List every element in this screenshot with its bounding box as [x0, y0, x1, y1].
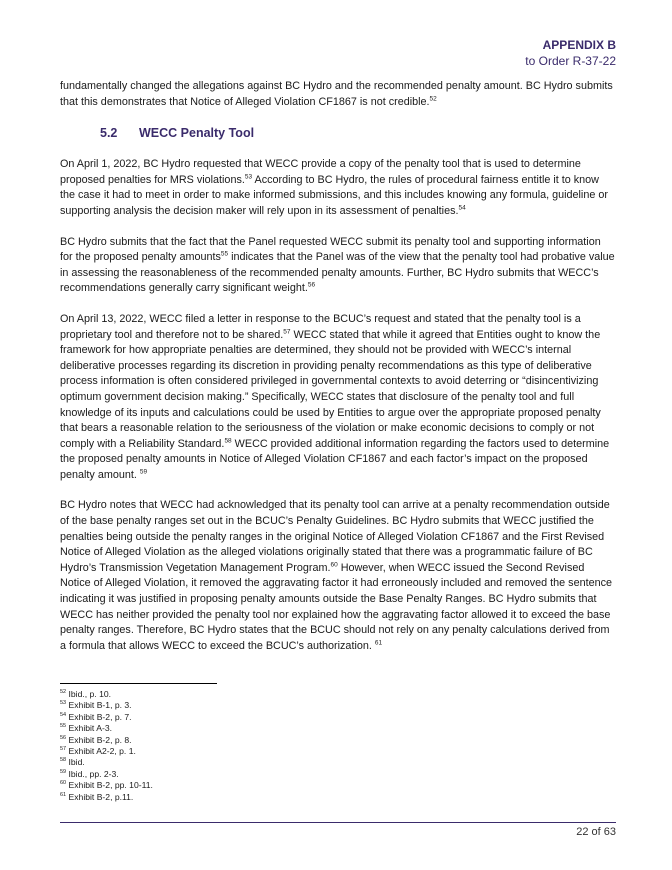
footnote: $^{58}$ Ibid.: [60, 757, 85, 768]
footer-separator: [60, 822, 616, 823]
footnote-ref: 59: [139, 468, 148, 476]
footnote: $^{54}$ Exhibit B-2, p. 7.: [60, 711, 132, 722]
section-number: 5.2: [100, 126, 118, 141]
footnote-ref: 54: [458, 204, 466, 212]
section-title: WECC Penalty Tool: [139, 126, 255, 141]
footnote: $^{56}$ Exhibit B-2, p. 8.: [60, 734, 132, 745]
appendix-label: APPENDIX B: [542, 38, 616, 52]
footnote-ref: 57: [283, 327, 291, 335]
footnote: $^{52}$ Ibid., p. 10.: [60, 689, 112, 699]
footnote-ref: 60: [330, 561, 338, 569]
order-reference: to Order R-37-22: [525, 54, 616, 68]
footnote-ref: 53: [244, 173, 253, 181]
footnote: $^{61}$ Exhibit B-2, p.11.: [60, 791, 134, 802]
footnote-list: [60, 689, 153, 803]
footnote: $^{60}$ Exhibit B-2, pp. 10-11.: [60, 780, 153, 791]
paragraph: On April 13, 2022, WECC filed a letter in response to the BCUC’s request and stated that the penalty tool is a proprietary tool and therefore not to be shared.$^{57}$ WECC stated that while it agreed that Entities ought to know the framework for how appropriate penalties are determined, they should not be provided with WECC’s internal deliberative processes regarding its discretion in providing penalty recommendations as this type of deliberative process information is often considered privileged in governmental contexts to avoid deterring or “disincentivizing optimum government decision making.” Specifically, WECC states that disclosure of the penalty tool and full knowledge of its inputs and calculations could be used by Entities to argue over the appropriate proposed penalty that bears a reasonable relation to the seriousness of the violation or make economic decisions to comply or not comply with a Reliability Standard.$^{58}$ WECC provided additional information regarding the factors used to determine the proposed penalty amounts in Notice of Alleged Violation CF1867 and each factor’s impact on the proposed penalty amount. $^{59}$: [60, 312, 610, 481]
footnote: $^{55}$ Exhibit A-3.: [60, 723, 112, 734]
paragraph: BC Hydro notes that WECC had acknowledged that its penalty tool can arrive at a penalty recommendation outside of the base penalty ranges set out in the BCUC’s Penalty Guidelines. BC Hydro submits that WECC justified the penalties being outside the penalty ranges in the original Notice of Alleged Violation CF1867 and the First Revised Notice of Alleged Violation as the alleged violations originally stated that there was a programmatic failure of BC Hydro’s Transmission Vegetation Management Program.$^{60}$ However, when WECC issued the Second Revised Notice of Alleged Violation, it removed the aggravating factor it had erroneously included and removed the sentence indicating it was justified in proposing penalty amounts outside the Base Penalty Ranges. BC Hydro submits that WECC has neither provided the penalty tool nor explained how the aggravating factor allowed it to exceed the base penalty ranges. Therefore, BC Hydro states that the BCUC should not rely on any penalty calculations derived from a formula that allows WECC to exceed the BCUC’s authorization. $^{61}$: [60, 499, 612, 652]
page-header: [525, 37, 616, 69]
footnote-separator: [60, 683, 217, 684]
footnote-ref: 55: [220, 250, 229, 258]
page-number: 22 of 63: [576, 826, 616, 838]
footnote-ref: 52: [429, 95, 437, 102]
footnote: $^{59}$ Ibid., pp. 2-3.: [60, 768, 119, 779]
paragraph: On April 1, 2022, BC Hydro requested that WECC provide a copy of the penalty tool that is used to determine proposed penalties for MRS violations.$^{53}$ According to BC Hydro, the rules of procedural fairness entitle it to know the case it had to meet in order to make informed submissions, and this includes knowing any formula, guideline or supporting analysis the decision maker will rely upon in its assessment of penalties.$^{54}$: [60, 158, 608, 217]
document-body: [60, 79, 616, 669]
footnote-ref: 56: [307, 281, 316, 289]
paragraph: BC Hydro submits that the fact that the Panel requested WECC submit its penalty tool and supporting information for the proposed penalty amounts$^{55}$ indicates that the Panel was of the view that the penalty tool had probative value in assessing the reasonableness of the recommended penalty amounts. Further, BC Hydro submits that WECC’s recommendations generally carry significant weight.$^{56}$: [60, 235, 615, 295]
footnote-ref: 61: [374, 639, 383, 647]
footnote: $^{53}$ Exhibit B-1, p. 3.: [60, 700, 132, 711]
footnote: $^{57}$ Exhibit A2-2, p. 1.: [60, 746, 136, 757]
section-heading: [100, 125, 616, 141]
paragraph-continuation: fundamentally changed the allegations against BC Hydro and the recommended penalty amount. BC Hydro submits that this demonstrates that Notice of Alleged Violation CF1867 is not credible.$^{52}$: [60, 80, 613, 108]
footnote-ref: 58: [224, 437, 232, 445]
